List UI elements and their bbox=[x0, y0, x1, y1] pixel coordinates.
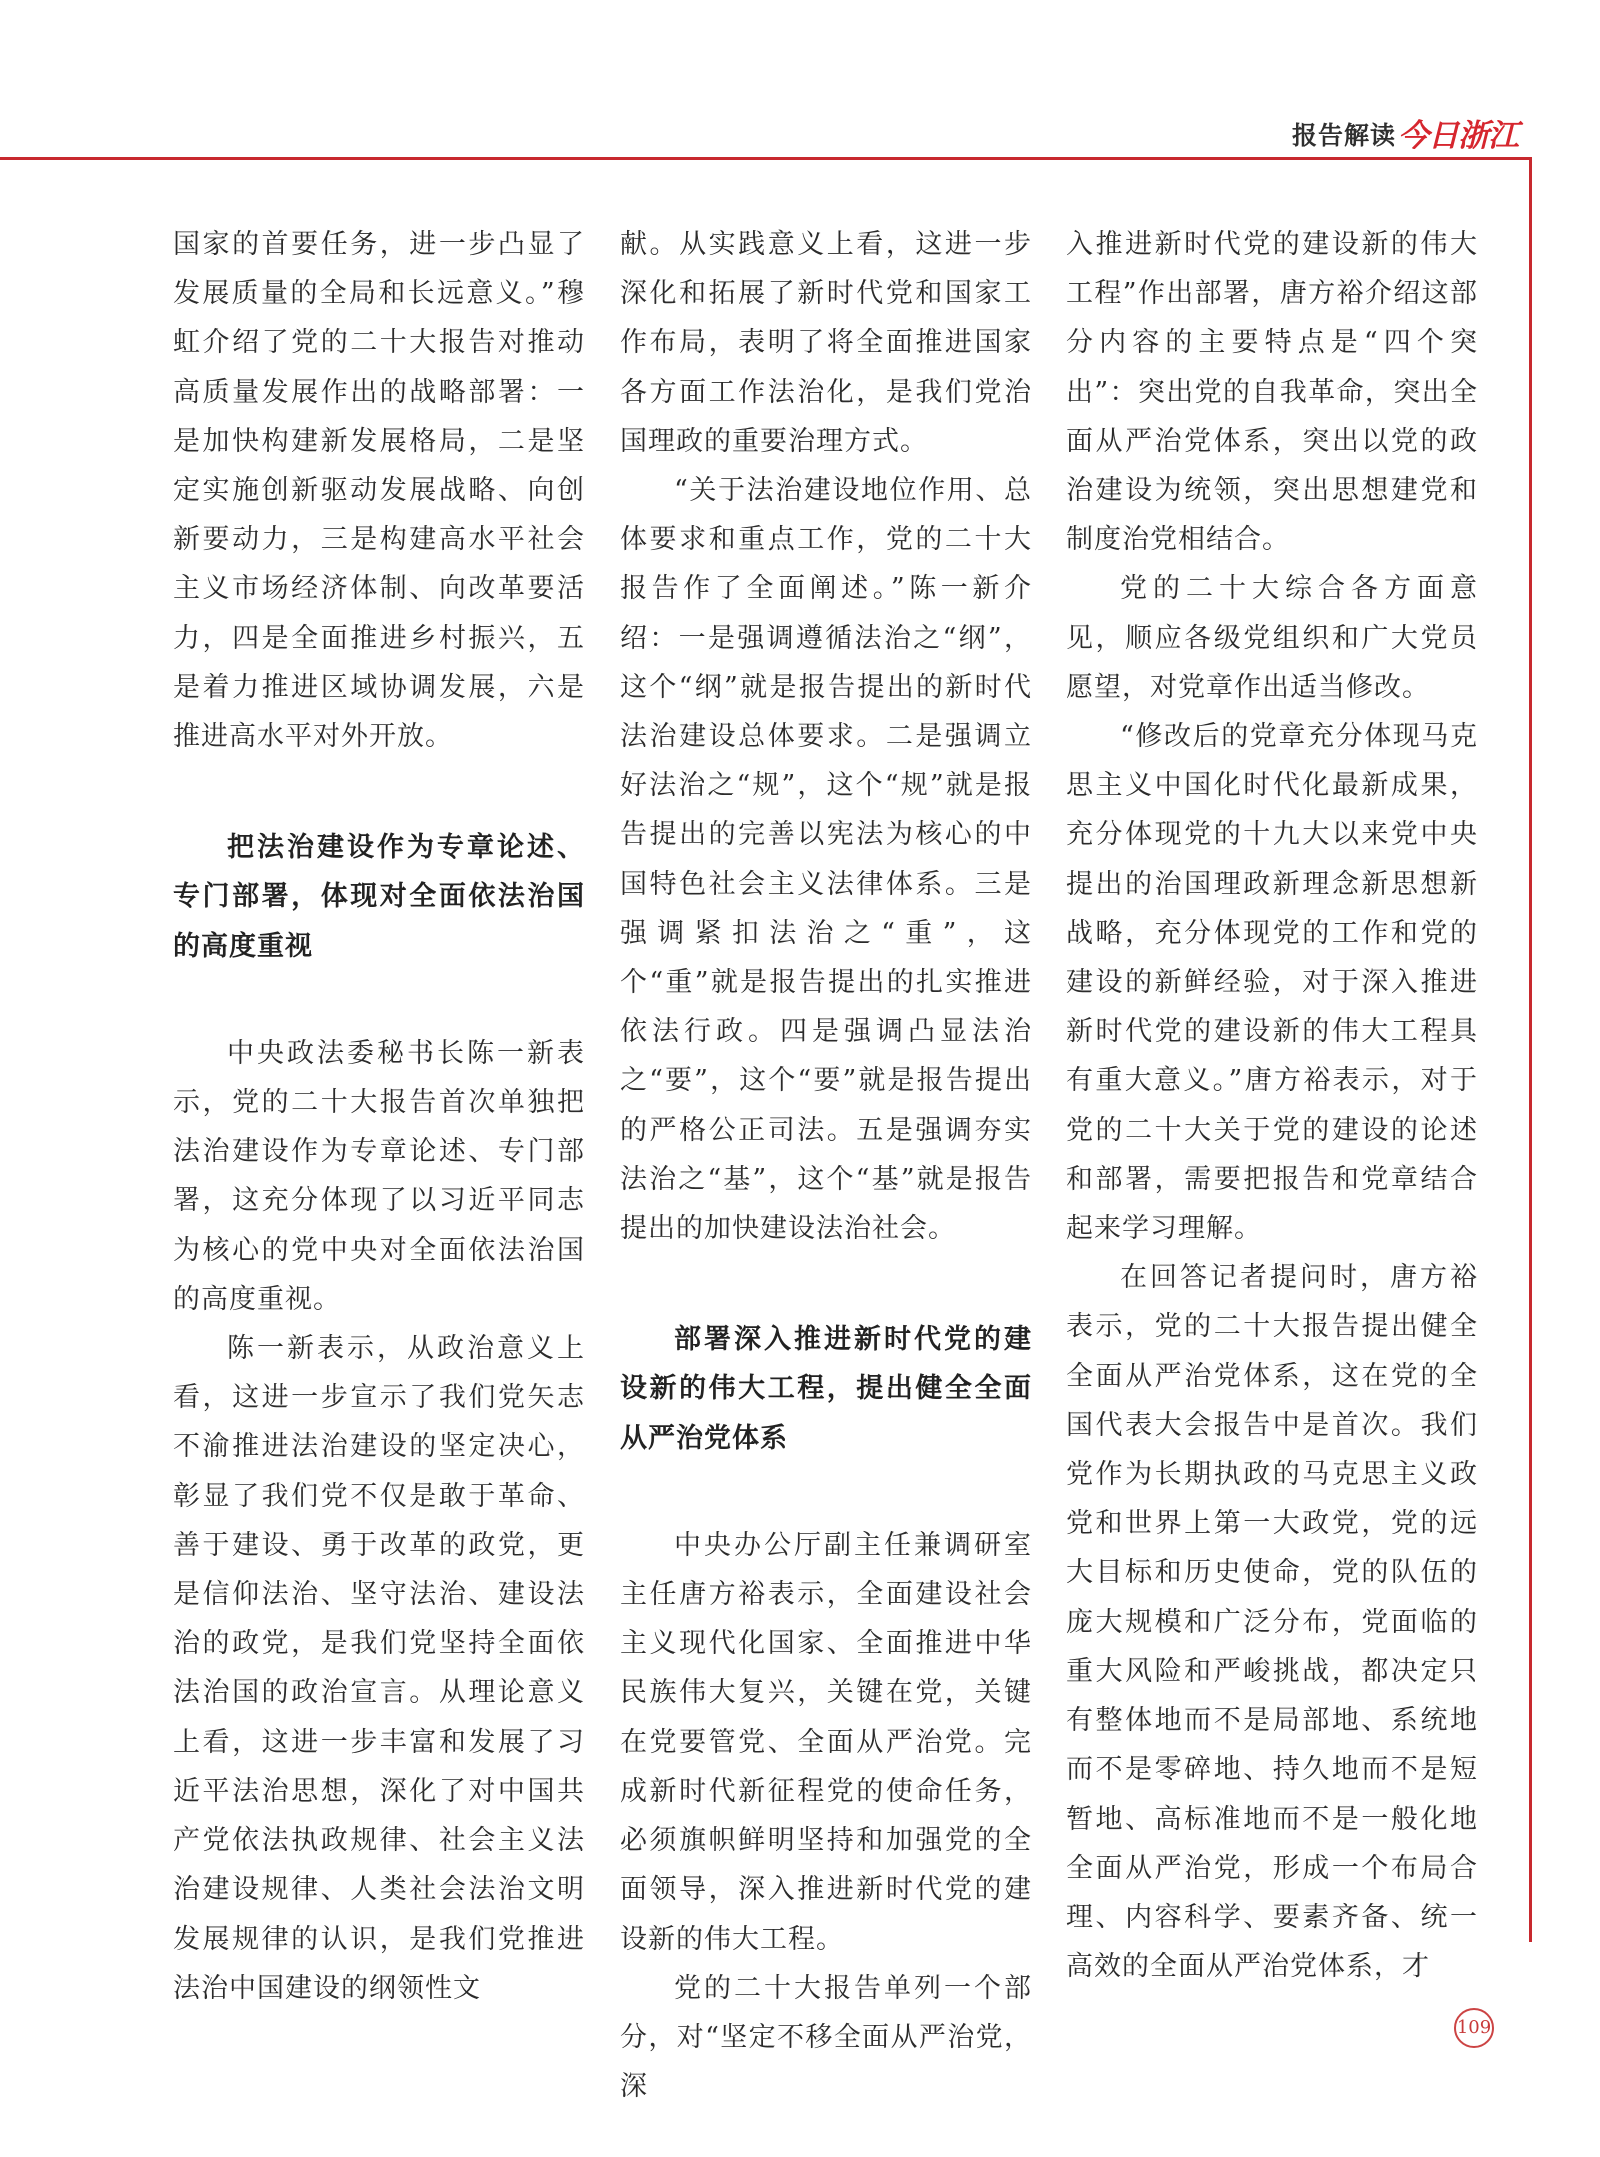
page-number: 109 bbox=[1454, 2008, 1494, 2048]
paragraph: “修改后的党章充分体现马克思主义中国化时代化最新成果，充分体现党的十九大以来党中央提出的治国理政新理念新思想新战略，充分体现党的工作和党的建设的新鲜经验，对于深入推进新时代党的建设新的伟大工程具有重大意义。”唐方裕表示，对于党的二十大关于党的建设的论述和部署，需要把报告和党章结合起来学习理解。 bbox=[1066, 721, 1478, 1245]
paragraph: 中央政法委秘书长陈一新表示，党的二十大报告首次单独把法治建设作为专章论述、专门部署，这充分体现了以习近平同志为核心的党中央对全面依法治国的高度重视。 bbox=[173, 1037, 585, 1315]
paragraph: 党的二十大报告单列一个部分，对“坚定不移全面从严治党，深 bbox=[620, 1972, 1032, 2103]
paragraph: 国家的首要任务，进一步凸显了发展质量的全局和长远意义。”穆虹介绍了党的二十大报告对推动高质量发展作出的战略部署：一是加快构建新发展格局，二是坚定实施创新驱动发展战略、向创新要动力，三是构建高水平社会主义市场经济体制、向改革要活力，四是全面推进乡村振兴，五是着力推进区域协调发展，六是推进高水平对外开放。 bbox=[173, 229, 585, 753]
section-heading: 部署深入推进新时代党的建设新的伟大工程，提出健全全面从严治党体系 bbox=[620, 1324, 1032, 1454]
brand-logo: 今日浙江 bbox=[1398, 118, 1518, 154]
column-2 bbox=[620, 220, 1032, 2111]
paragraph: 在回答记者提问时，唐方裕表示，党的二十大报告提出健全全面从严治党体系，这在党的全国代表大会报告中是首次。我们党作为长期执政的马克思主义政党和世界上第一大政党，党的远大目标和历史使命，党的队伍的庞大规模和广泛分布，党面临的重大风险和严峻挑战，都决定只有整体地而不是局部地、系统地而不是零碎地、持久地而不是短暂地、高标准地而不是一般化地全面从严治党，形成一个布局合理、内容科学、要素齐备、统一高效的全面从严治党体系，才 bbox=[1066, 1262, 1478, 1983]
column-3 bbox=[1066, 220, 1478, 1991]
section-label: 报告解读 bbox=[1292, 121, 1397, 150]
right-margin-rule bbox=[1529, 157, 1532, 1942]
paragraph: 党的二十大综合各方面意见，顺应各级党组织和广大党员愿望，对党章作出适当修改。 bbox=[1066, 573, 1478, 703]
header-rule bbox=[0, 157, 1531, 160]
paragraph: 入推进新时代党的建设新的伟大工程”作出部署，唐方裕介绍这部分内容的主要特点是“四个突出”：突出党的自我革命，突出全面从严治党体系，突出以党的政治建设为统领，突出思想建党和制度治党相结合。 bbox=[1066, 229, 1478, 556]
paragraph: 中央办公厅副主任兼调研室主任唐方裕表示，全面建设社会主义现代化国家、全面推进中华民族伟大复兴，关键在党，关键在党要管党、全面从严治党。完成新时代新征程党的使命任务，必须旗帜鲜明坚持和加强党的全面领导，深入推进新时代党的建设新的伟大工程。 bbox=[620, 1529, 1032, 1955]
paragraph: 献。从实践意义上看，这进一步深化和拓展了新时代党和国家工作布局，表明了将全面推进国家各方面工作法治化，是我们党治国理政的重要治理方式。 bbox=[620, 229, 1032, 457]
paragraph: “关于法治建设地位作用、总体要求和重点工作，党的二十大报告作了全面阐述。”陈一新介绍：一是强调遵循法治之“纲”，这个“纲”就是报告提出的新时代法治建设总体要求。二是强调立好法治之“规”，这个“规”就是报告提出的完善以宪法为核心的中国特色社会主义法律体系。三是强调紧扣法治之“重”，这个“重”就是报告提出的扎实推进依法行政。四是强调凸显法治之“要”，这个“要”就是报告提出的严格公正司法。五是强调夯实法治之“基”，这个“基”就是报告提出的加快建设法治社会。 bbox=[620, 475, 1032, 1245]
paragraph: 陈一新表示，从政治意义上看，这进一步宣示了我们党矢志不渝推进法治建设的坚定决心，彰显了我们党不仅是敢于革命、善于建设、勇于改革的政党，更是信仰法治、坚守法治、建设法治的政党，是我们党坚持全面依法治国的政治宣言。从理论意义上看，这进一步丰富和发展了习近平法治思想，深化了对中国共产党依法执政规律、社会主义法治建设规律、人类社会法治文明发展规律的认识，是我们党推进法治中国建设的纲领性文 bbox=[173, 1333, 585, 2004]
column-1 bbox=[173, 220, 585, 2013]
section-heading: 把法治建设作为专章论述、专门部署，体现对全面依法治国的高度重视 bbox=[173, 832, 585, 962]
